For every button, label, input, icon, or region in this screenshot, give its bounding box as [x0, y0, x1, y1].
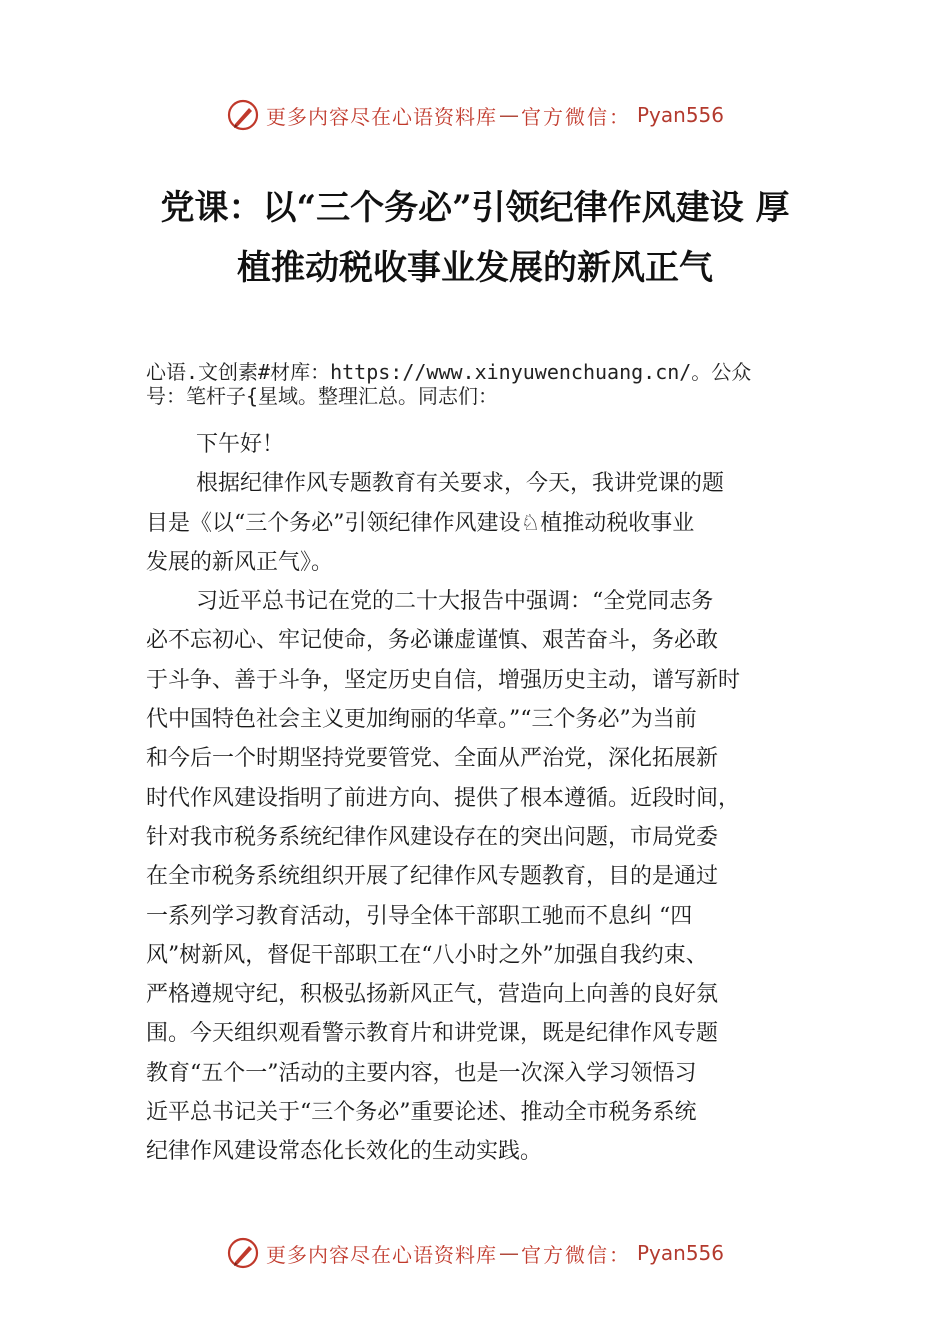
paragraph-2-line: 在全市税务系统组织开展了纪律作风专题教育，目的是通过 [146, 864, 719, 890]
pen-logo-icon [226, 98, 260, 132]
paragraph-2-line: 一系列学习教育活动，引导全体干部职工驰而不息纠 “四 [146, 903, 693, 929]
paragraph-2-line: 教育“五个一”活动的主要内容，也是一次深入学习领悟习 [146, 1060, 697, 1086]
banner-text: 更多内容尽在心语资料库 [265, 104, 497, 129]
paragraph-2-line: 代中国特色社会主义更加绚丽的华章。”“三个务必”为当前 [146, 707, 697, 733]
footer-banner [0, 1233, 950, 1273]
banner-wechat-id: Pyan556 [636, 103, 724, 127]
source-note-line-1: 心语.文创素#材库：https://www.xinyuwenchuang.cn/。公众 [146, 360, 752, 384]
paragraph-2-line: 近平总书记关于“三个务必”重要论述、推动全市税务系统 [146, 1100, 697, 1126]
paragraph-2-line: 围。今天组织观看警示教育片和讲党课，既是纪律作风专题 [146, 1021, 719, 1047]
banner-wechat-label: 官方微信： [520, 104, 631, 129]
banner-dash: — [498, 1241, 519, 1265]
banner-wechat-id: Pyan556 [636, 1241, 724, 1265]
paragraph-2-line: 时代作风建设指明了前进方向、提供了根本遵循。近段时间， [146, 785, 741, 811]
document-body [146, 425, 816, 1172]
paragraph-1-line: 目是《以“三个务必”引领纪律作风建设♘植推动税收事业 [146, 510, 695, 536]
paragraph-1-line: 发展的新风正气》。 [146, 549, 334, 575]
document-title [100, 178, 850, 298]
banner-wechat-label: 官方微信： [520, 1242, 631, 1267]
paragraph-2-line: 必不忘初心、牢记使命，务必谦虚谨慎、艰苦奋斗，务必敢 [146, 628, 719, 654]
banner-dash: — [498, 103, 519, 127]
paragraph-2-line: 和今后一个时期坚持党要管党、全面从严治党，深化拓展新 [146, 746, 719, 772]
paragraph-2-line: 风”树新风，督促干部职工在“八小时之外”加强自我约束、 [146, 942, 708, 968]
paragraph-1-line: 根据纪律作风专题教育有关要求，今天，我讲党课的题 [196, 471, 725, 497]
pen-logo-icon [226, 1236, 260, 1270]
header-banner [0, 95, 950, 135]
title-line-1: 党课：以“三个务必”引领纪律作风建设 厚 [160, 188, 790, 228]
paragraph-2-line: 于斗争、善于斗争，坚定历史自信，增强历史主动，谱写新时 [146, 667, 741, 693]
source-note [146, 360, 836, 408]
paragraph-2-line: 针对我市税务系统纪律作风建设存在的突出问题，市局党委 [146, 824, 719, 850]
paragraph-2-line: 严格遵规守纪，积极弘扬新风正气，营造向上向善的良好氛 [146, 982, 719, 1008]
paragraph-2-line: 纪律作风建设常态化长效化的生动实践。 [146, 1139, 543, 1165]
greeting: 下午好！ [196, 432, 285, 457]
paragraph-2-line: 习近平总书记在党的二十大报告中强调：“全党同志务 [196, 589, 714, 615]
banner-text: 更多内容尽在心语资料库 [265, 1242, 497, 1267]
source-note-line-2: 号：笔杆子{星域。整理汇总。同志们： [146, 384, 499, 408]
title-line-2: 植推动税收事业发展的新风正气 [237, 248, 713, 288]
